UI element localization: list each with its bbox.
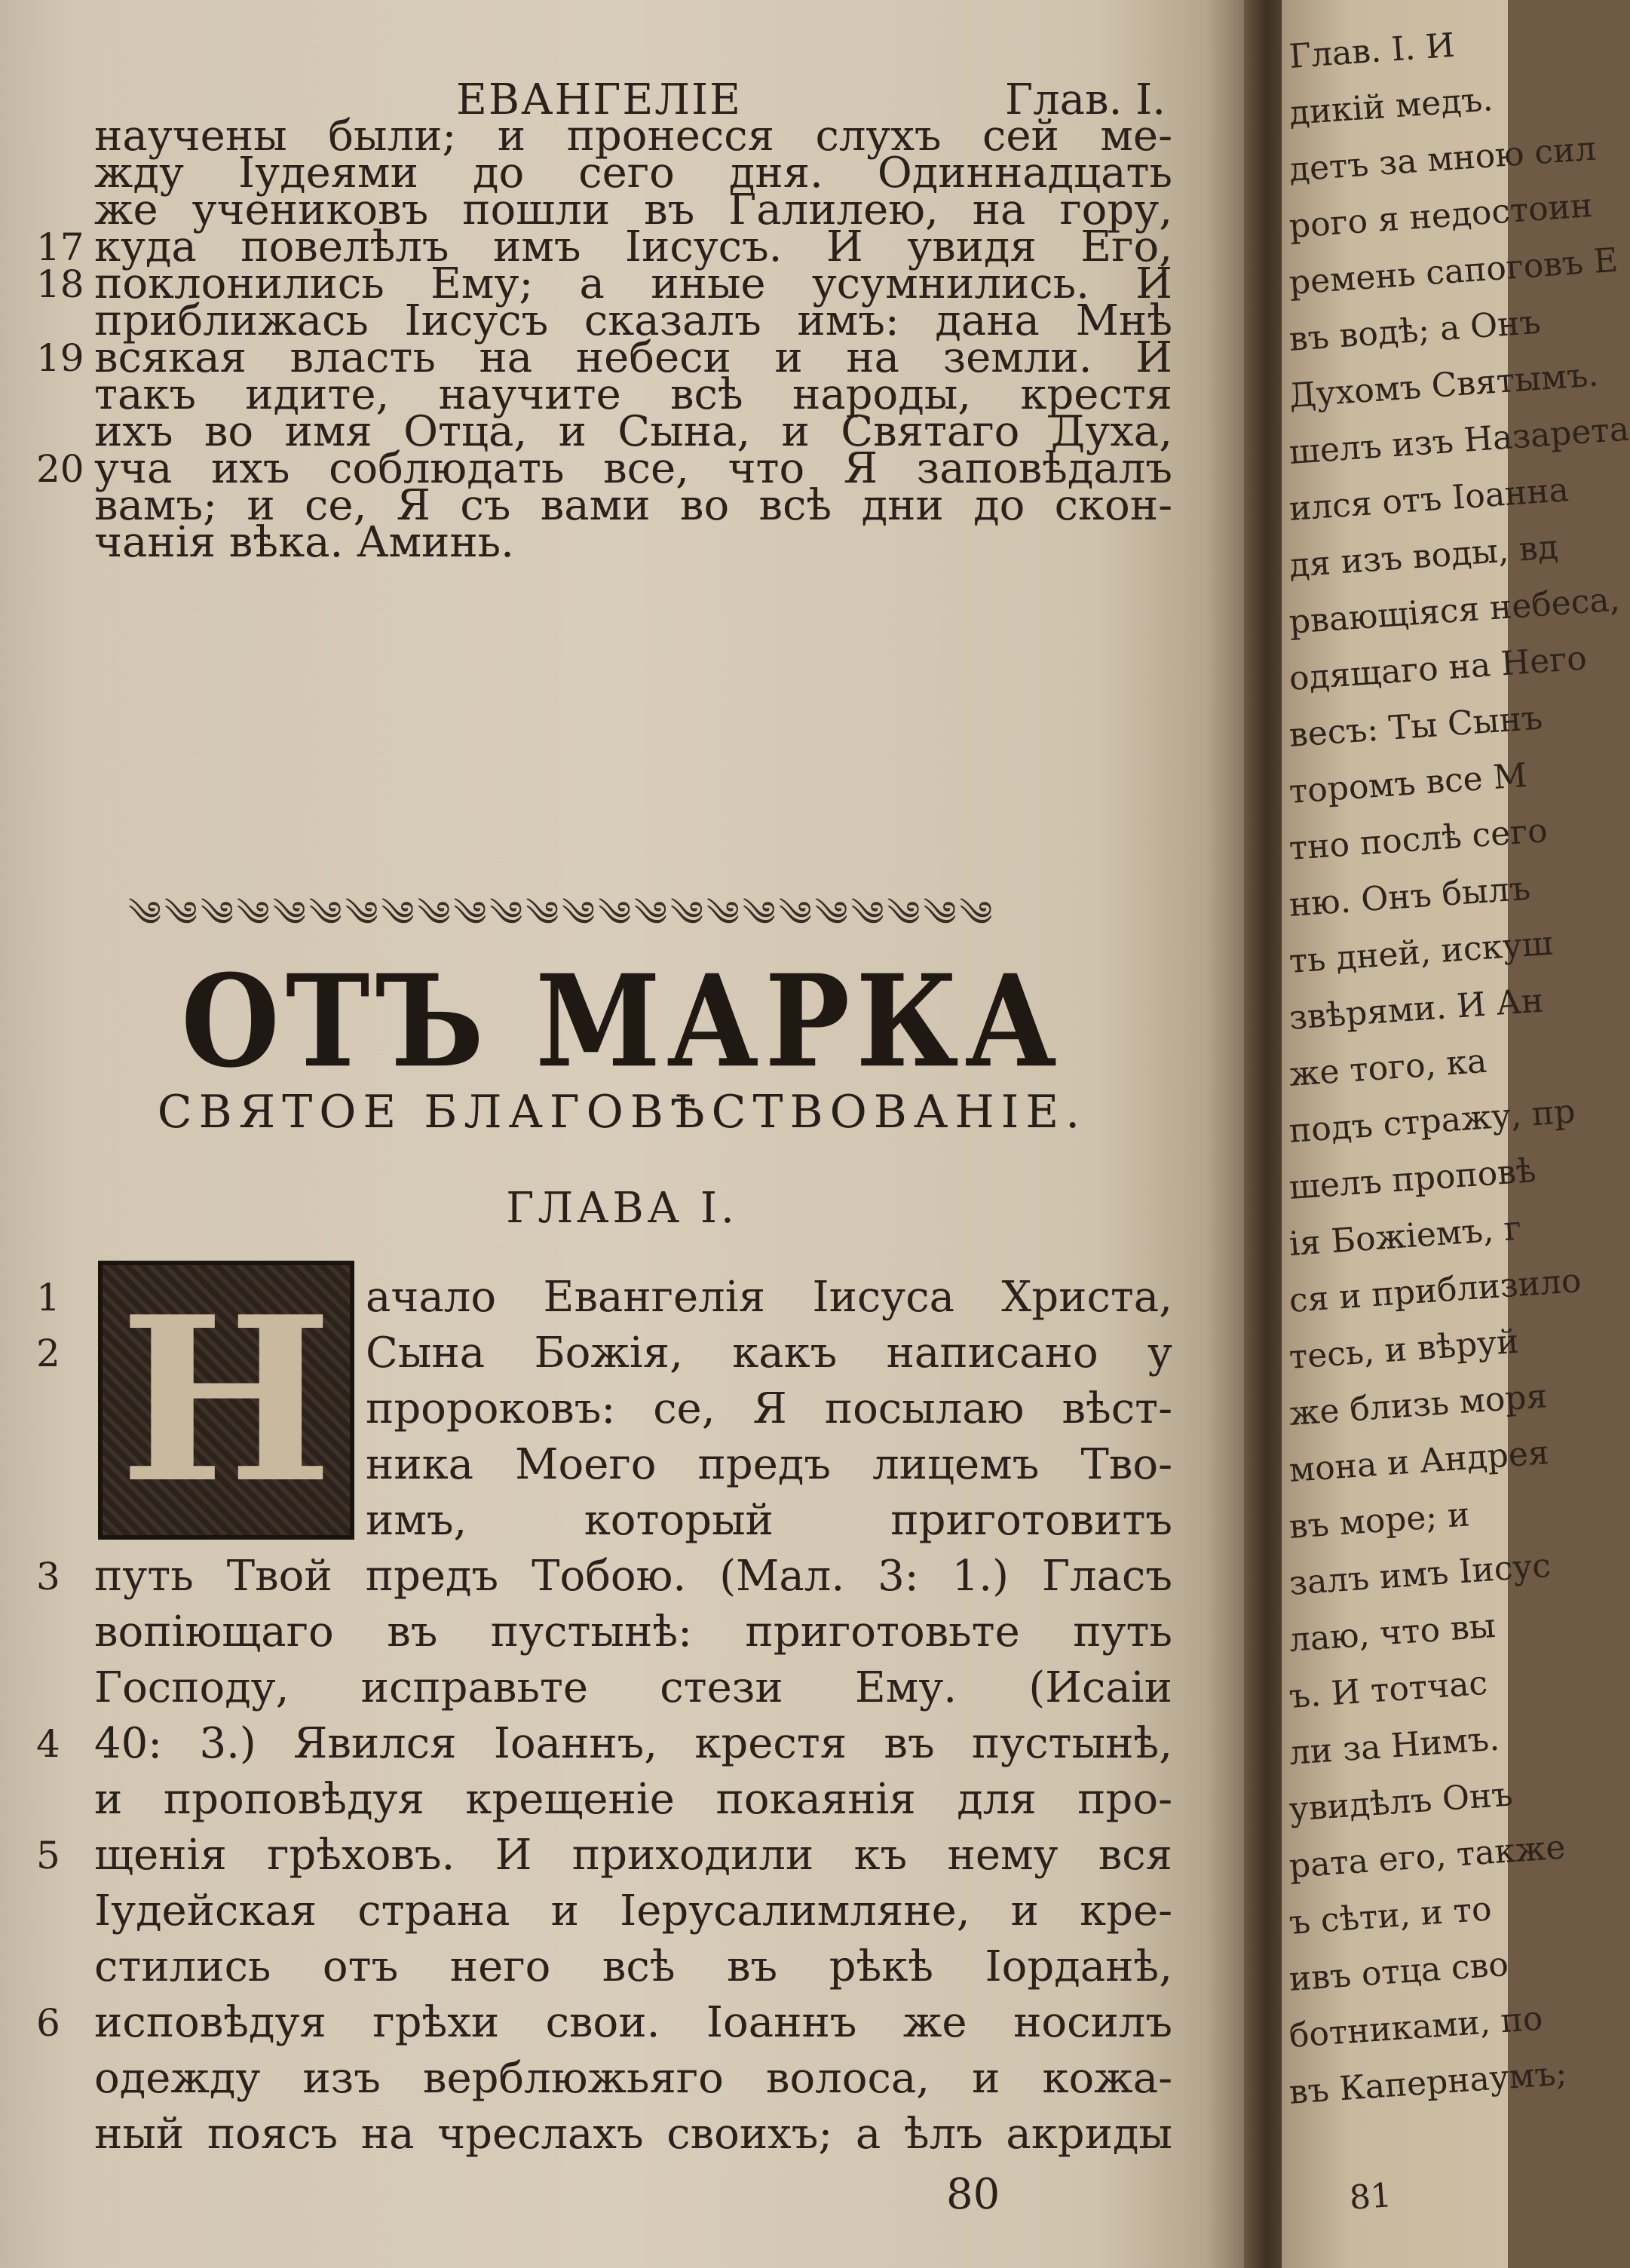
verse-number: 2: [36, 1332, 60, 1375]
text-line: стились отъ него всѣ въ рѣкѣ Іорданѣ,: [94, 1942, 1172, 1991]
text-line: тесь, и вѣруй: [1288, 1322, 1520, 1377]
text-line: ника Моего предъ лицемъ Тво-: [366, 1440, 1172, 1489]
text-line: 40: 3.) Явился Іоаннъ, крестя въ пустынѣ,: [94, 1719, 1172, 1768]
text-line: ихъ во имя Отца, и Сына, и Святаго Духа,: [94, 407, 1172, 456]
text-line: пророковъ: се, Я посылаю вѣст-: [366, 1384, 1172, 1433]
text-line: такъ идите, научите всѣ народы, крестя: [94, 370, 1172, 419]
page-number: 80: [946, 2170, 1000, 2219]
text-line: одящаго на Него: [1288, 639, 1589, 698]
verse-number: 5: [36, 1834, 60, 1877]
text-line: ъ сѣти, и то: [1288, 1889, 1494, 1942]
text-line: приближась Іисусъ сказалъ имъ: дана Мнѣ: [94, 296, 1172, 345]
text-line: подъ стражу, пр: [1288, 1092, 1576, 1151]
ornament-rule: ༄༄༄༄༄༄༄༄༄༄༄༄༄༄༄༄༄༄༄༄༄༄༄༄: [128, 893, 996, 934]
text-line: мона и Андрея: [1288, 1433, 1551, 1490]
text-line: ъ. И тотчас: [1288, 1663, 1489, 1716]
right-page: [1282, 0, 1630, 2268]
text-line: Господу, исправьте стези Ему. (Исаіи: [94, 1663, 1172, 1712]
text-line: рвающіяся небеса,: [1288, 580, 1622, 642]
text-line: ся и приблизило: [1288, 1261, 1583, 1320]
verse-number: 6: [36, 2001, 60, 2045]
text-line: Духомъ Святымъ.: [1288, 355, 1600, 415]
text-line: Глав. I. И: [1288, 26, 1457, 76]
text-line: чанія вѣка. Аминь.: [94, 518, 514, 567]
text-line: въ Капернаумъ;: [1288, 2054, 1568, 2112]
text-line: дикій медъ.: [1288, 80, 1494, 133]
initial-letter: Н: [119, 1267, 333, 1533]
text-line: ли за Нимъ.: [1288, 1719, 1501, 1773]
text-line: жду Іудеями до сего дня. Одиннадцать: [94, 149, 1172, 198]
text-line: ню. Онъ былъ: [1288, 869, 1532, 924]
running-head-chapter: Глав. I.: [1005, 75, 1166, 124]
text-line: детъ за мною сил: [1288, 129, 1598, 189]
text-line: лаю, что вы: [1288, 1606, 1497, 1660]
text-line: ія Божіемъ, г: [1288, 1209, 1523, 1264]
decorative-initial: [98, 1261, 354, 1540]
verse-number: 18: [36, 262, 84, 306]
text-line: же близь моря: [1288, 1377, 1549, 1433]
text-line: всякая власть на небеси и на земли. И: [94, 333, 1172, 382]
text-line: торомъ все М: [1288, 756, 1529, 811]
chapter-heading: ГЛАВА I.: [506, 1184, 738, 1233]
text-line: же учениковъ пошли въ Галилею, на гору,: [94, 185, 1172, 234]
text-line: одежду изъ верблюжьяго волоса, и кожа-: [94, 2054, 1172, 2103]
text-line: щенія грѣховъ. И приходили къ нему вся: [94, 1831, 1172, 1880]
text-line: рого я недостоин: [1288, 185, 1594, 246]
text-line: поклонились Ему; а иные усумнились. И: [94, 259, 1172, 308]
text-line: въ водѣ; а Онъ: [1288, 302, 1543, 359]
text-line: шелъ проповѣ: [1288, 1151, 1537, 1207]
text-line: ный поясъ на чреслахъ своихъ; а ѣлъ акриды: [94, 2110, 1172, 2159]
verse-number: 17: [36, 225, 84, 269]
text-line: имъ, который приготовитъ: [366, 1496, 1172, 1545]
verse-number: 4: [36, 1722, 60, 1766]
text-line: ботниками, по: [1288, 1999, 1545, 2055]
text-line: ачало Евангелія Іисуса Христа,: [366, 1273, 1172, 1322]
text-line: Сына Божія, какъ написано у: [366, 1329, 1172, 1378]
running-head-title: ЕВАНГЕЛІЕ: [456, 75, 742, 124]
text-line: ился отъ Іоанна: [1288, 470, 1570, 529]
text-line: же того, ка: [1288, 1041, 1488, 1094]
verse-number: 20: [36, 447, 84, 491]
text-line: куда повелѣлъ имъ Іисусъ. И увидя Его,: [94, 222, 1172, 271]
verse-number: 1: [36, 1276, 60, 1319]
text-line: Іудейская страна и Іерусалимляне, и кре-: [94, 1886, 1172, 1935]
text-line: тно послѣ сего: [1288, 811, 1549, 868]
verse-number: 3: [36, 1555, 60, 1598]
text-line: уча ихъ соблюдать все, что Я заповѣдалъ: [94, 444, 1172, 493]
text-line: вопіющаго въ пустынѣ: приготовьте путь: [94, 1608, 1172, 1657]
text-line: шелъ изъ Назарета: [1288, 409, 1630, 472]
text-line: ть дней, искуш: [1288, 924, 1555, 981]
text-line: рата его, также: [1288, 1828, 1567, 1886]
book-subtitle: СВЯТОЕ БЛАГОВѢСТВОВАНІЕ.: [157, 1086, 1087, 1139]
text-line: вамъ; и се, Я съ вами во всѣ дни до скон-: [94, 481, 1172, 530]
book-title: ОТЪ МАРКА: [181, 947, 1063, 1096]
text-line: путь Твой предъ Тобою. (Мал. 3: 1.) Гласъ: [94, 1552, 1172, 1601]
verse-number: 19: [36, 336, 84, 380]
text-line: исповѣдуя грѣхи свои. Іоаннъ же носилъ: [94, 1998, 1172, 2047]
text-line: весъ: Ты Сынъ: [1288, 698, 1544, 755]
text-line: увидѣлъ Онъ: [1288, 1775, 1514, 1829]
text-line: ивъ отца сво: [1288, 1945, 1510, 1999]
text-line: въ море; и: [1288, 1495, 1472, 1546]
text-line: ремень сапоговъ Е: [1288, 241, 1619, 302]
text-line: дя изъ воды, вд: [1288, 528, 1560, 585]
text-line: залъ имъ Іисус: [1288, 1546, 1552, 1603]
text-line: звѣрями. И Ан: [1288, 981, 1545, 1037]
text-line: научены были; и пронесся слухъ сей ме-: [94, 112, 1172, 161]
page-number: 81: [1348, 2176, 1393, 2217]
text-line: и проповѣдуя крещеніе покаянія для про-: [94, 1775, 1172, 1824]
